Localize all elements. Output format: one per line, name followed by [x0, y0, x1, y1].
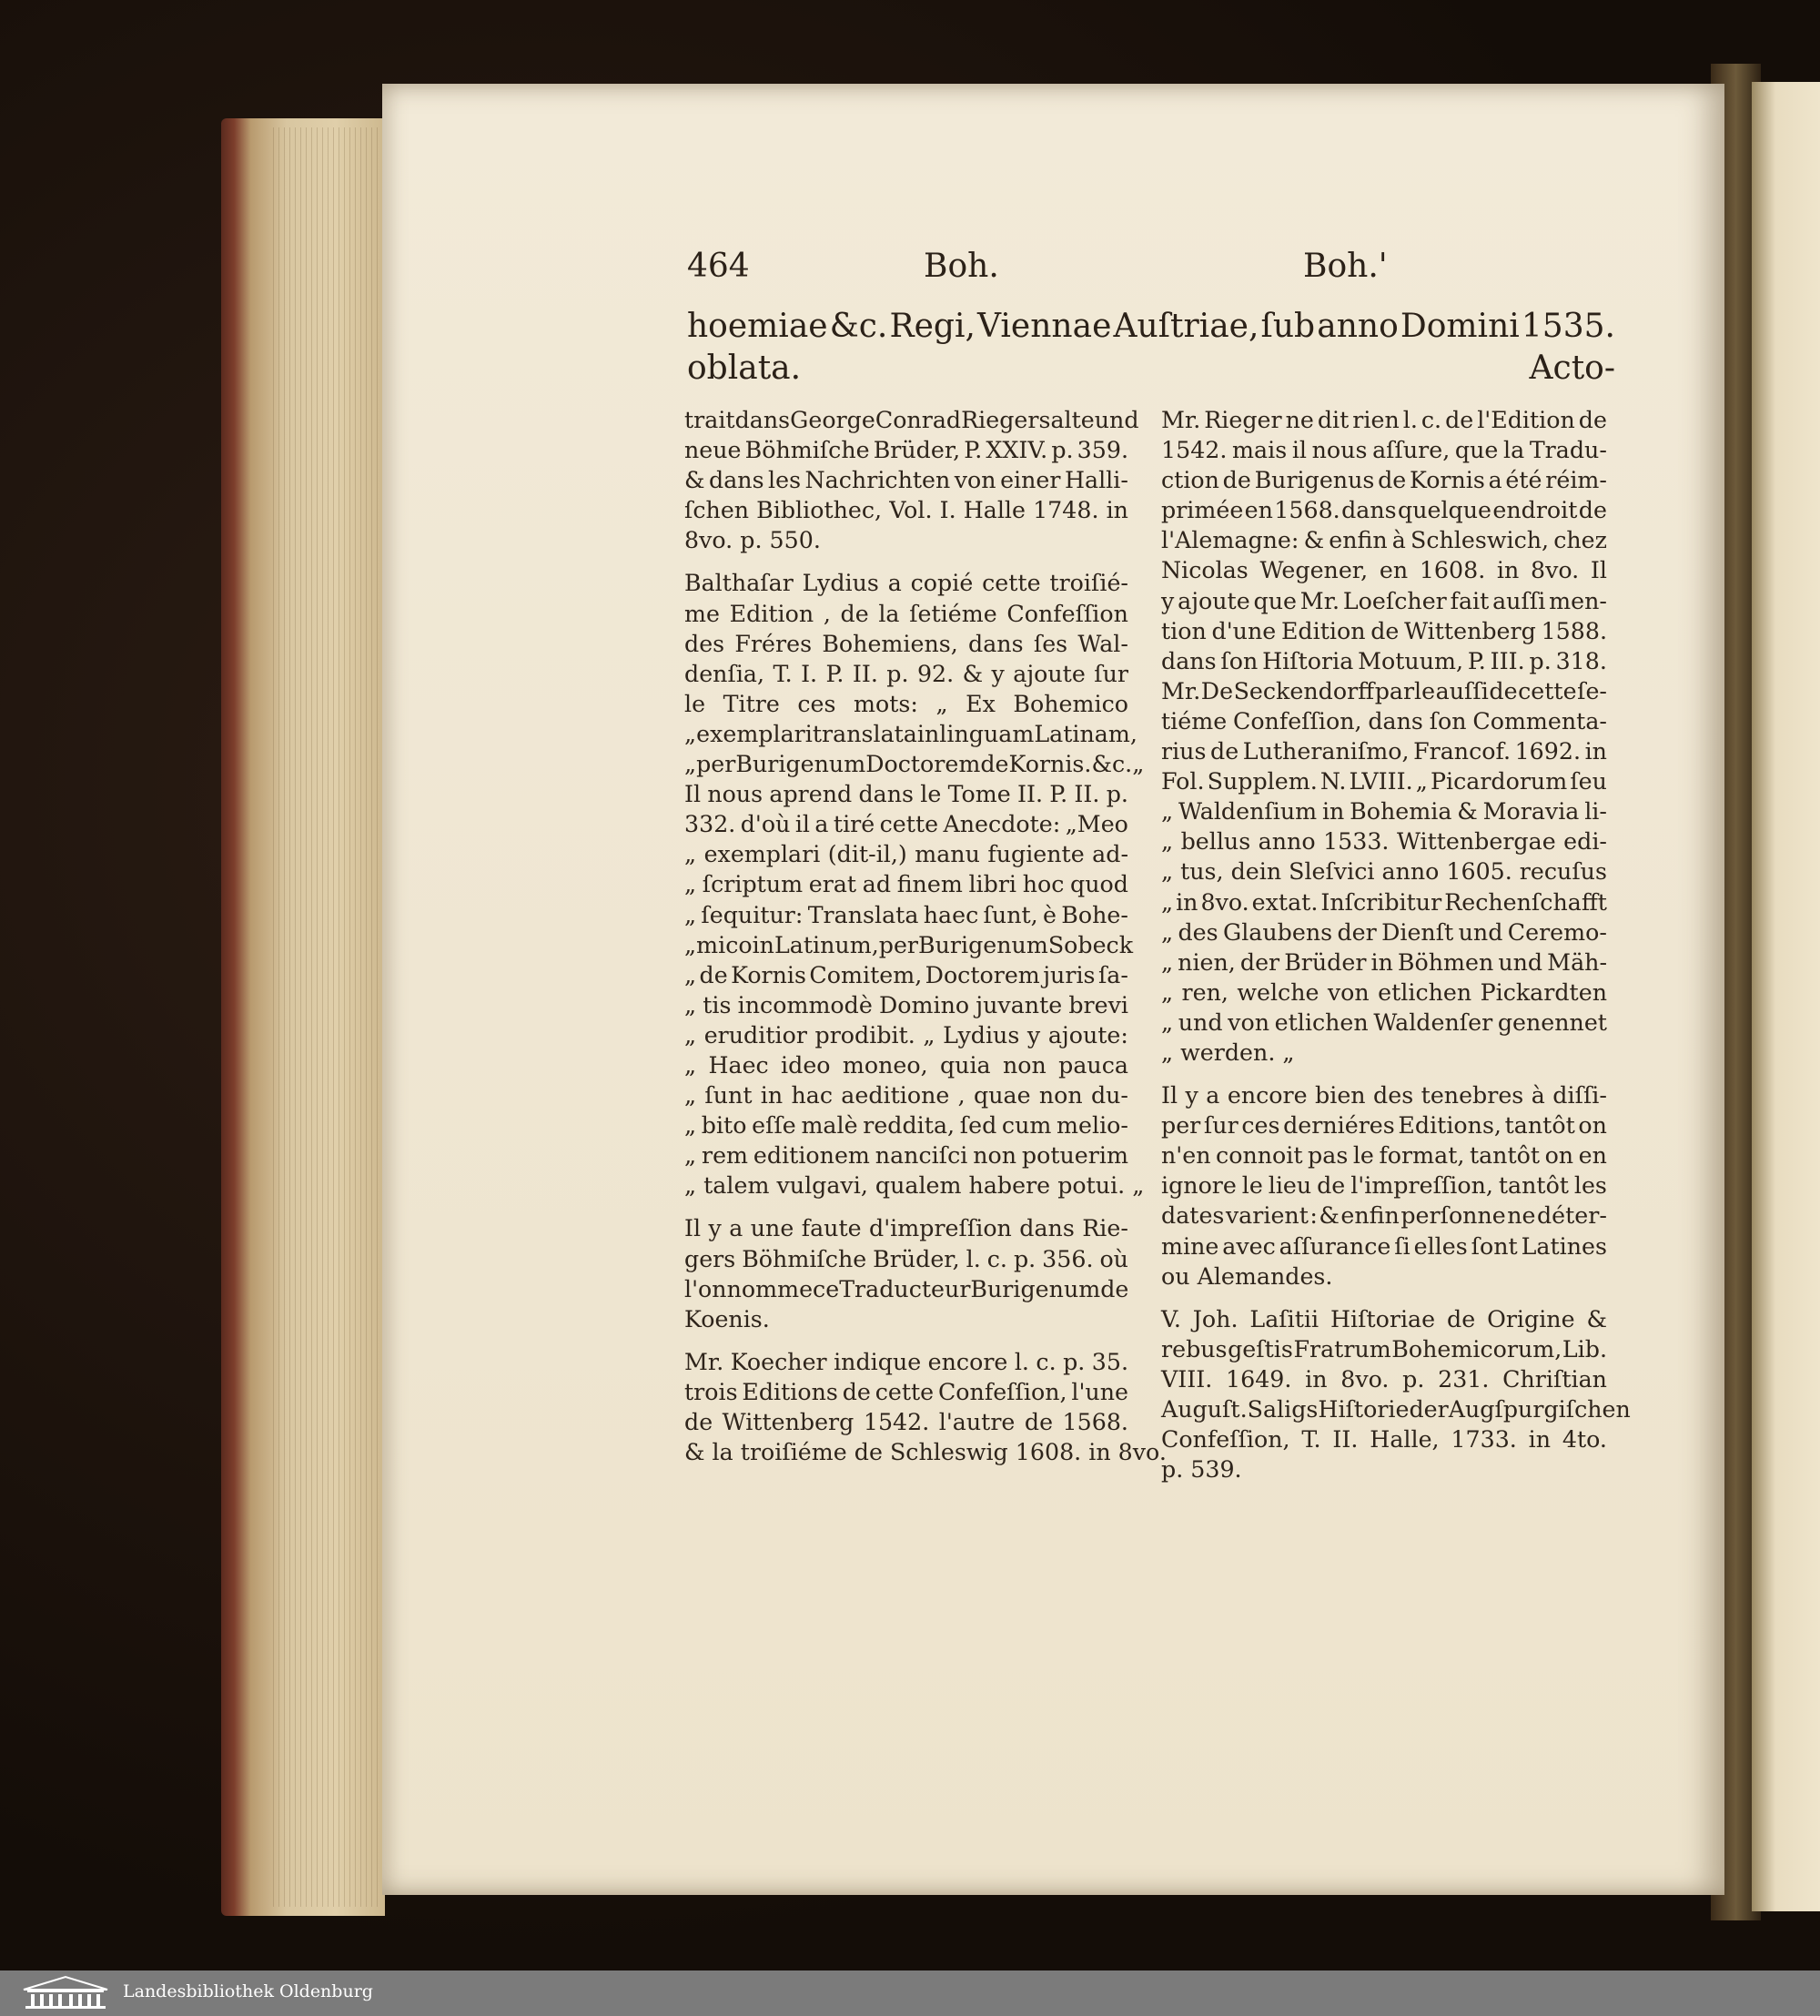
text-line: dans ſon Hiſtoria Motuum, P. III. p. 318. — [1161, 647, 1607, 674]
top-line-1 — [687, 308, 1615, 345]
facing-page-edge — [1752, 82, 1820, 1911]
text-line: Il y a encore bien des tenebres à diſſi- — [1161, 1082, 1607, 1109]
text-line: „ ren, welche von etlichen Pickardten — [1161, 978, 1607, 1006]
text-line: l'on nomme ce Traducteur Burigenum de — [684, 1275, 1129, 1302]
text-line: ignore le lieu de l'impreſſion, tantôt les — [1161, 1172, 1607, 1200]
text-line: „ per Burigenum Doctorem de Kornis. &c. „ — [684, 751, 1145, 778]
paragraph-gap — [684, 555, 1128, 568]
text-line: ction de Burigenus de Kornis a été réim- — [1161, 467, 1607, 494]
page-number: 464 — [687, 248, 750, 285]
running-head-left: Boh. — [924, 248, 999, 285]
text-line: Il nous aprend dans le Tome II. P. II. p. — [684, 781, 1128, 808]
word: anno — [1317, 308, 1399, 345]
text-line: l'Alemagne: & enfin à Schleswich, chez — [1161, 527, 1607, 554]
text-line: tiéme Confeſſion, dans ſon Commenta- — [1161, 707, 1607, 734]
text-line: Mr. De Seckendorff parle auſſi de cette ſe- — [1161, 677, 1607, 704]
text-line: me Edition , de la ſetiéme Confeſſion — [684, 600, 1128, 627]
text-line: Auguſt. Saligs Hiſtorie der Augſpurgiſchen — [1161, 1396, 1631, 1423]
paragraph-gap — [684, 1200, 1128, 1213]
text-line: gers Böhmiſche Brüder, l. c. p. 356. où — [684, 1245, 1128, 1272]
text-line: Mr. Koecher indique encore l. c. p. 35. — [684, 1348, 1128, 1375]
text-line: „ werden. „ — [1161, 1038, 1295, 1066]
word: Viennae — [977, 308, 1112, 345]
word: Domini — [1400, 308, 1520, 345]
text-line: „ eruditior prodibit. „ Lydius y ajoute: — [684, 1021, 1128, 1049]
text-line: „ nien, der Brüder in Böhmen und Mäh- — [1161, 948, 1607, 976]
text-line: „ bellus anno 1533. Wittenbergae edi- — [1161, 828, 1607, 856]
word: &c. — [829, 308, 888, 345]
footer-bar — [0, 1970, 1820, 2016]
text-line: tion d'une Edition de Wittenberg 1588. — [1161, 617, 1607, 644]
text-line: denſia, T. I. P. II. p. 92. & y ajoute ſur — [684, 660, 1128, 687]
text-line: „ ſunt in hac aeditione , quae non du- — [684, 1082, 1128, 1109]
right-column — [1161, 405, 1631, 1484]
text-line: per ſur ces derniéres Editions, tantôt on — [1161, 1112, 1607, 1140]
text-line: „ rem editionem nanciſci non potuerim — [684, 1142, 1128, 1170]
text-line: Balthaſar Lydius a copié cette troiſié- — [684, 570, 1128, 597]
text-line: „ tus, dein Sleſvici anno 1605. recuſus — [1161, 858, 1607, 886]
text-line: „ Waldenſium in Bohemia & Moravia li- — [1161, 798, 1607, 826]
word: Regi, — [889, 308, 976, 345]
text-line: Koenis. — [684, 1305, 770, 1332]
word: Auſtriae, — [1113, 308, 1259, 345]
text-line: „ de Kornis Comitem, Doctorem juris ſa- — [684, 961, 1128, 988]
text-line: rius de Lutheraniſmo, Francof. 1692. in — [1161, 738, 1607, 765]
text-line: primée en 1568. dans quelque endroit de — [1161, 497, 1607, 524]
text-line: „ tis incommodè Domino juvante brevi — [684, 991, 1128, 1018]
text-line: neue Böhmiſche Brüder, P. XXIV. p. 359. — [684, 437, 1128, 464]
text-line: „ in 8vo. extat. Inſcribitur Rechenſchafft — [1161, 888, 1607, 916]
word: Acto- — [1529, 350, 1615, 387]
text-line: p. 539. — [1161, 1456, 1242, 1484]
text-line: ſchen Bibliothec, Vol. I. Halle 1748. in — [684, 497, 1128, 524]
text-line: „ exemplari (dit-il,) manu fugiente ad- — [684, 841, 1128, 868]
text-line: Mr. Rieger ne dit rien l. c. de l'Edition de — [1161, 407, 1607, 433]
text-line: „ talem vulgavi, qualem habere potui. „ — [684, 1172, 1145, 1200]
text-line: n'en connoit pas le format, tantôt on en — [1161, 1142, 1607, 1170]
word: oblata. — [687, 350, 802, 387]
top-line-2 — [687, 350, 1615, 387]
text-line: Nicolas Wegener, en 1608. in 8vo. Il — [1161, 557, 1607, 584]
text-line: 1542. mais il nous aſſure, que la Tradu- — [1161, 437, 1607, 464]
text-line: „ des Glaubens der Dienſt und Ceremo- — [1161, 918, 1607, 946]
text-line: 332. d'où il a tiré cette Anecdote: „Meo — [684, 811, 1128, 838]
text-line: „ bito eſſe malè reddita, ſed cum melio- — [684, 1112, 1128, 1140]
text-line: trait dans George Conrad Riegers alte und — [684, 407, 1139, 433]
text-line: „ mico in Latinum, per Burigenum Sobeck — [684, 931, 1134, 958]
word: ſub — [1260, 308, 1316, 345]
text-line: mine avec aſſurance ſi elles ſont Latines — [1161, 1232, 1607, 1260]
text-line: „ ſequitur: Translata haec ſunt, è Bohe- — [684, 901, 1128, 928]
text-line: „ Haec ideo moneo, quia non pauca — [684, 1051, 1128, 1079]
text-line: VIII. 1649. in 8vo. p. 231. Chriſtian — [1161, 1365, 1607, 1393]
text-line: dates varient : & enfin perſonne ne déter- — [1161, 1202, 1607, 1230]
running-head-right: Boh.' — [1303, 248, 1388, 285]
text-line: Fol. Supplem. N. LVIII. „ Picardorum ſeu — [1161, 768, 1607, 795]
text-line: y ajoute que Mr. Loeſcher fait auſſi men- — [1161, 587, 1607, 614]
text-line: rebus geſtis Fratrum Bohemicorum, Lib. — [1161, 1335, 1607, 1363]
paragraph-gap — [684, 1334, 1128, 1347]
word: 1535. — [1521, 308, 1615, 345]
paragraph-gap — [1161, 1068, 1607, 1080]
paragraph-gap — [1161, 1292, 1607, 1304]
text-line: le Titre ces mots: „ Ex Bohemico — [684, 690, 1128, 717]
page-stack-lines — [273, 127, 382, 1907]
text-line: V. Joh. Laſitii Hiſtoriae de Origine & — [1161, 1305, 1607, 1332]
footer-label: Landesbibliothek Oldenburg — [123, 1981, 373, 2001]
left-column — [684, 405, 1167, 1467]
text-line: & dans les Nachrichten von einer Halli- — [684, 467, 1128, 494]
text-line: de Wittenberg 1542. l'autre de 1568. — [684, 1409, 1128, 1435]
text-line: Il y a une faute d'impreſſion dans Rie- — [684, 1215, 1128, 1242]
text-line: des Fréres Bohemiens, dans ſes Wal- — [684, 630, 1128, 657]
text-line: & la troiſiéme de Schleswig 1608. in 8vo. — [684, 1439, 1167, 1466]
text-line: 8vo. p. 550. — [684, 527, 821, 554]
library-building-icon — [20, 1975, 111, 2011]
text-line: „ ſcriptum erat ad finem libri hoc quod — [684, 871, 1128, 898]
text-line: „ und von etlichen Waldenſer genennet — [1161, 1008, 1607, 1036]
text-line: „ exemplari translata in linguam Latinam, — [684, 720, 1138, 747]
text-line: ou Alemandes. — [1161, 1262, 1333, 1290]
text-line: Confeſſion, T. II. Halle, 1733. in 4to. — [1161, 1426, 1607, 1454]
text-line: trois Editions de cette Confeſſion, l'une — [684, 1378, 1128, 1405]
word: hoemiae — [687, 308, 828, 345]
